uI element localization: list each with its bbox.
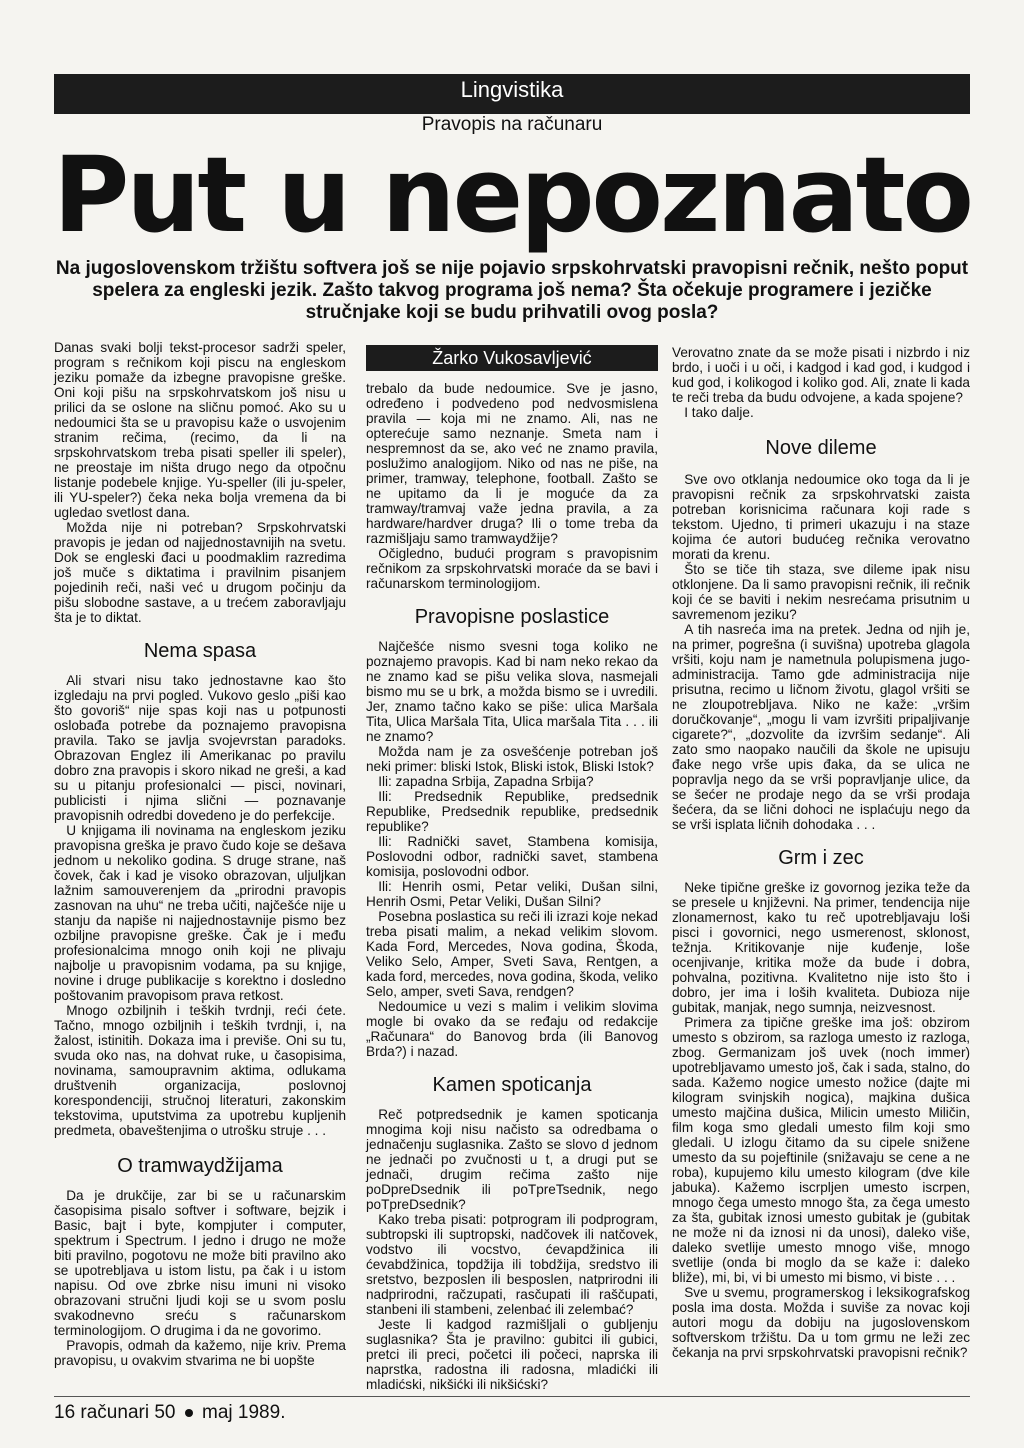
paragraph: Možda nam je za osvešćenje potreban još neki primer: bliski Istok, Bliski istok, Bliski Istok? <box>366 744 658 774</box>
article-title: Put u nepoznato <box>53 134 971 256</box>
footer-rule <box>54 1396 970 1397</box>
section-heading: Pravopisne poslastice <box>414 606 610 628</box>
article-lead: Na jugoslovenskom tržištu softvera još se nije pojavio srpskohrvatski pravopisni rečnik, nešto poput spelera za engleski jezik. Zašto takvog programa još nema? Šta očekuje programere i jezičke stručnjake koji se budu prihvatili ovog posla? <box>55 258 969 323</box>
paragraph: U knjigama ili novinama na engleskom jeziku pravopisna greška je pravo čudo koje se dešava jednom u nekoliko godina. S druge strane, naš čovek, čak i kad je visoko obrazovan, uljuljkan lažnim samouverenjem da „prirodni pravopis zasnovan na uhu“ ne treba učiti, najčešće nije u stanju da napiše ni najjednostavnije pismo bez ozbiljne pravopisne greške. Čak je i među profesionalcima mnogo onih koji ne plivaju najbolje u pravopisnim vodama, pa su knjige, novine i druge publikacije s korektno i dosledno poštovanim pravopisom prava retkost. <box>54 823 346 1003</box>
paragraph: Jeste li kadgod razmišljali o gubljenju suglasnika? Šta je pravilno: gubitci ili gubici, pretci ili preci, početci ili počeci, naprska ili naprstka, radostna ili radosna, mladićki ili mladićski, nikšićki ili nikšićski? <box>366 1317 658 1392</box>
paragraph: Pravopis, odmah da kažemo, nije kriv. Prema pravopisu, u ovakvim stvarima ne bi uopšte <box>54 1338 346 1368</box>
paragraph: Posebna poslastica su reči ili izrazi koje nekad treba pisati malim, a nekad velikim slovom. Kada Ford, Mercedes, Nova godina, Škoda, Veliko Selo, Amper, Sveti Sava, Rentgen, a kada ford, mercedes, nova godina, škoda, veliko Selo, amper, sveti Sava, rendgen? <box>366 909 658 999</box>
section-banner <box>54 74 970 114</box>
author-byline: Žarko Vukosavljević <box>366 345 658 371</box>
page-footer <box>54 1402 285 1424</box>
section-heading: O tramwaydžijama <box>117 1155 283 1177</box>
paragraph: Neke tipične greške iz govornog jezika teže da se presele u književni. Na primer, tendencija nije zlonamernost, kako tu reč upotrebljavaju loši pisci i govornici, nego usmerenost, sklonost, težnja. Kritikovanje nije kuđenje, loše ocenjivanje, kritika može da bude i dobra, pohvalna, pozitivna. Kvalitetno nije isto što i dobro, jer ima i loših kvaliteta. Dubioza nije gubitak, manjak, nego sumnja, neizvesnost. <box>672 880 970 1015</box>
footer-date: maj 1989. <box>202 1402 286 1423</box>
paragraph: Kako treba pisati: potprogram ili podprogram, subtropski ili suptropski, nadčovek ili natčovek, vodstvo ili vocstvo, ćevapdžinica ili ćevabdžinica, topdžija ili tobdžija, sredstvo ili sretstvo, bezposlen ili besposlen, natprirodni ili nadprirodni, račzupati, rasčupati ili raščupati, stanbeni ili stambeni, zelenbać ili zelembać? <box>366 1212 658 1317</box>
paragraph: Da je drukčije, zar bi se u računarskim časopisima pisalo softver i software, bejzik i Basic, bajt i byte, kompjuter i computer, spektrum i Spectrum. I jedno i drugo ne može biti pravilno, pogotovu ne može biti pravilno ako se upotrebljava u istom listu, pa čak i u istom napisu. Od ove zbrke nisu imuni ni visoko obrazovani stručni ljudi koji se u svom poslu svakodnevno sreću s računarskom terminologijom. O drugima i da ne govorimo. <box>54 1188 346 1338</box>
paragraph: Ili: Predsednik Republike, predsednik Republike, Predsednik republike, predsednik republike? <box>366 789 658 834</box>
paragraph: Reč potpredsednik je kamen spoticanja mnogima koji nisu načisto sa odredbama o jednačenju suglasnika. Zašto se slovo d jednom ne jednači po zvučnosti u t, a drugi put se jednači, drugim rečima zašto nije poDpreDsednik ili poTpreTsednik, nego poTpreDsednik? <box>366 1107 658 1212</box>
paragraph: Mnogo ozbiljnih i teških tvrdnji, reći ćete. Tačno, mnogo ozbiljnih i teških tvrdnji, i, na žalost, istinitih. Dokaza ima i previše. Oni su tu, svuda oko nas, na dohvat ruke, u časopisima, novinama, samoupravnim aktima, odlukama društvenih organizacija, poslovnoj korespondenciji, stručnoj literaturi, zakonskim tekstovima, uputstvima za upotrebu kupljenih predmeta, obaveštenjima o utrošku struje . . . <box>54 1003 346 1138</box>
paragraph: Danas svaki bolji tekst-procesor sadrži speler, program s rečnikom koji piscu na engleskom jeziku pomaže da izbegne pravopisne greške. Oni koji pišu na srpskohrvatskom još nisu u prilici da se oslone na sličnu pomoć. Ako su u nedoumici šta se u pravopisu kaže o usvojenim stranim rečima, (recimo, da li na srpskohrvatskom treba pisati speller ili speler), ne preostaje im ništa drugo nego da otpočnu listanje podebele knjige. Yu-speller (ili ju-speler, ili YU-speler?) čeka neka bolja vremena da bi ugledao svetlost dana. <box>54 340 346 520</box>
section-heading: Nema spasa <box>143 640 257 662</box>
paragraph: Očigledno, budući program s pravopisnim rečnikom za srpskohrvatski moraće da se bavi i računarskom terminologijom. <box>366 546 658 591</box>
paragraph: I tako dalje. <box>684 405 754 420</box>
paragraph: Možda nije ni potreban? Srpskohrvatski pravopis je jedan od najjednostavnijih na svetu. Dok se engleski đaci u poodmaklim razredima još muče s diktatima i pravilnim pisanjem pojedinih reči, naši već u drugom počinju da pišu slobodne sastave, a u trećem zaboravljaju šta je to diktat. <box>54 520 346 625</box>
column-3 <box>672 345 970 1360</box>
section-heading: Nove dileme <box>765 437 877 459</box>
bullet-icon <box>185 1409 193 1417</box>
paragraph: Najčešće nismo svesni toga koliko ne poznajemo pravopis. Kad bi nam neko rekao da ne znamo kad se pišu velika slova, nasmejali bismo mu se u brk, a možda bismo se i uvredili. Jer, znamo tačno kako se piše: ulica Maršala Tita, Ulica Maršala Tita, Ulica maršala Tita . . . ili ne znamo? <box>366 639 658 744</box>
paragraph: A tih nasreća ima na pretek. Jedna od njih je, na primer, pogrešna (i suvišna) upotreba glagola vršiti, koju nam je nametnula polupismena jugo-administracija. Tamo gde administracija nije prisutna, recimo u ličnom životu, glagol vršiti se ne zloupotrebljava. Niko ne kaže: „vršim doručkovanje“, „mogu li vam izvršiti pripaljivanje cigarete?“, „dozvolite da izvršim sedanje“. Ali zato smo naopako naučili da škole ne upisuju đake nego vrše upis đaka, da se ulica ne popravlja nego da se vrši popravljanje ulice, da se šećer ne prodaje nego da se vrši prodaja šećera, da se lični dohoci ne isplaćuju nego da se vrši isplata ličnih dohodaka . . . <box>672 622 970 832</box>
paragraph: Ili: zapadna Srbija, Zapadna Srbija? <box>378 774 594 789</box>
paragraph: Što se tiče tih staza, sve dileme ipak nisu otklonjene. Da li samo pravopisni rečnik, ili rečnik koji će se baviti i nekim nesrećama prisutnim u savremenom jeziku? <box>672 562 970 622</box>
paragraph: Verovatno znate da se može pisati i nizbrdo i niz brdo, i uoči i u oči, i kadgod i kad god, i kudgod i kud god, i kolikogod i koliko god. Ali, znate li kada te reči treba da budu odvojene, a kada spojene? <box>672 345 970 405</box>
section-label: Lingvistika <box>460 77 564 102</box>
paragraph: Sve u svemu, programerskog i leksikografskog posla ima dosta. Možda i suviše za novac koji autori mogu da dobiju na jugoslovenskom softverskom tržištu. Da u tom grmu ne leži zec čekanja na prvi srpskohrvatski pravopisni rečnik? <box>672 1285 970 1360</box>
paragraph: Ili: Henrih osmi, Petar veliki, Dušan silni, Henrih Osmi, Petar Veliki, Dušan Silni? <box>366 879 658 909</box>
section-heading: Kamen spoticanja <box>432 1074 592 1096</box>
paragraph: Nedoumice u vezi s malim i velikim slovima mogle bi ovako da se ređaju od redakcije „Računara“ do Banovog brda (ili Banovog Brda?) i nazad. <box>366 999 658 1059</box>
section-heading: Grm i zec <box>778 847 864 869</box>
column-2 <box>366 345 658 1392</box>
paragraph: Ili: Radnički savet, Stambena komisija, Poslovodni odbor, radnički savet, stambena komisija, poslovodni odbor. <box>366 834 658 879</box>
article-subtitle: Pravopis na računaru <box>421 114 603 135</box>
paragraph: Sve ovo otklanja nedoumice oko toga da li je pravopisni rečnik za srpskohrvatski zaista potreban korisnicima računara koji rade s tekstom. Ujedno, ti primeri ukazuju i na staze kojima će autori budućeg rečnika verovatno morati da krenu. <box>672 472 970 562</box>
paragraph: Primera za tipične greške ima još: obzirom umesto s obzirom, sa razloga umesto iz razloga, zbog. Germanizam još uvek (noch immer) upotrebljavamo umesto još, čak i sada, stalno, do sada. Kažemo nogice umesto nožice (dajte mi kilogram svinjskih nogica), majkina dušica umesto majčina dušica, Milicin umesto Miličin, film koga smo gledali umesto film koji smo gledali. U izlogu čitamo da su cipele snižene umesto da su pojeftinile (snižavaju se cene a ne roba), kupujemo kilu umesto kilogram (dve kile jabuka). Kažemo iscrpljen umesto iscrpen, mnogo čega umesto mnogo šta, za čega umesto za šta, gubitak iznosi umesto gubitak je (gubitak ne može ni da iznosi ni da unosi), daleko više, daleko svetlije umesto mnogo više, mnogo svetlije (onda bi moglo da se kaže i: daleko bliže), mi, bi, vi bi umesto mi bismo, vi biste . . . <box>672 1015 970 1285</box>
footer-page: 16 računari 50 <box>54 1402 176 1423</box>
paragraph: trebalo da bude nedoumice. Sve je jasno, određeno i podvedeno pod nedvosmislena pravila — koja mi ne znamo. Ali, nas ne opterećuje samo neznanje. Smeta nam i nespremnost da se, ako već ne znamo pravila, poslužimo analogijom. Niko od nas ne piše, na primer, tramway, telephone, football. Zašto se ne upitamo da li je moguće da za tramway/tramvaj važe jedna pravila, a za hardware/hardver druga? Ili o tome treba da razmišljaju samo tramwaydžije? <box>366 381 658 546</box>
paragraph: Ali stvari nisu tako jednostavne kao što izgledaju na prvi pogled. Vukovo geslo „piši kao što govoriš“ nije spas koji nas u potpunosti oslobađa potrebe da poznajemo pravopisna pravila. Tako se javlja svojevrstan paradoks. Obrazovan Englez ili Amerikanac po pravilu dobro zna pravopis i skoro nikad ne greši, a kad su u pitanju profesionalci — pisci, novinari, publicisti i njima slični — poznavanje pravopisnih odredbi dovedeno je do perfekcije. <box>54 673 346 823</box>
column-1 <box>54 340 346 1368</box>
